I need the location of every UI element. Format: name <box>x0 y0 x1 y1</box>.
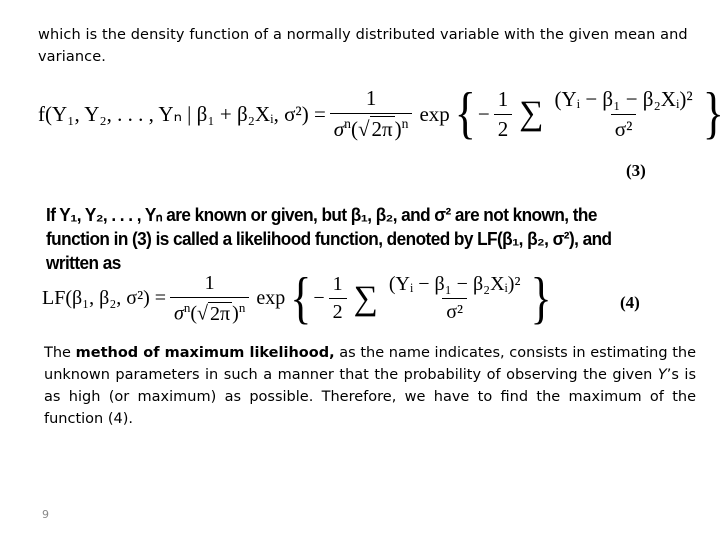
equation-3-number: (3) <box>626 161 646 180</box>
equation-3-lhs: f(Y₁, Y₂, . . . , Yₙ | β₁ + β₂Xᵢ, σ²) = <box>38 101 326 126</box>
equation-4-exp: exp <box>256 287 286 310</box>
equation-3-frac-num: 1 <box>365 86 377 110</box>
equation-3-brace-close: } <box>702 81 724 146</box>
equation-3 <box>38 81 726 146</box>
equation-3-sum: ∑ <box>519 95 544 132</box>
equation-4-minus: − <box>313 287 325 310</box>
equation-4 <box>42 266 554 331</box>
mle-term: method of maximum likelihood, <box>75 345 335 361</box>
equation-3-minus: − <box>477 101 490 126</box>
equation-3-exp: exp <box>419 101 450 126</box>
equation-4-frac-den: $\sigma^n(√$ 2π )$^n$ <box>170 297 249 326</box>
equation-3-fraction <box>330 86 413 142</box>
likelihood-definition-paragraph: If Y₁, Y₂, . . . , Yₙ are known or given, but β₁, β₂, and σ² are not known, the function in (3) is called a likelihood function, denoted by LF(β₁, β₂, σ²), and written as <box>46 204 612 273</box>
equation-4-fraction <box>170 272 249 326</box>
equation-4-brace-close: } <box>530 266 552 331</box>
equation-3-brace-open: { <box>454 81 476 146</box>
page-number: 9 <box>42 508 49 521</box>
equation-4-sum: ∑ <box>353 279 378 317</box>
mle-paragraph: The method of maximum likelihood, as the name indicates, consists in estimating the unknown parameters in such a manner that the probability of observing the given Y’s is as high (or maximum) as possible. Therefore, we have to find the maximum of the function (4). <box>44 345 697 427</box>
equation-3-half: $\frac{1}{2}$ <box>494 87 513 142</box>
equation-4-brace-open: { <box>290 266 312 331</box>
equation-4-frac-num: 1 <box>204 272 215 294</box>
equation-4-inner-fraction: $\frac{\text{(Yᵢ − β₁ − β₂Xᵢ)²}}{\text{σ²}}$ <box>388 273 521 324</box>
equation-4-half: $\frac{1}{2}$ <box>329 273 347 324</box>
equation-4-lhs: LF(β₁, β₂, σ²) = <box>42 287 167 310</box>
equation-3-frac-den: $\sigma^n(√2\pi)^n$ <box>330 113 413 142</box>
intro-text: which is the density function of a normally distributed variable with the given mean and variance. <box>38 27 688 65</box>
equation-4-number: (4) <box>620 293 640 312</box>
equation-3-inner-fraction: $\frac{\text{(Yᵢ − β₁ − β₂Xᵢ)²}}{\text{σ²}}$ <box>554 86 693 141</box>
